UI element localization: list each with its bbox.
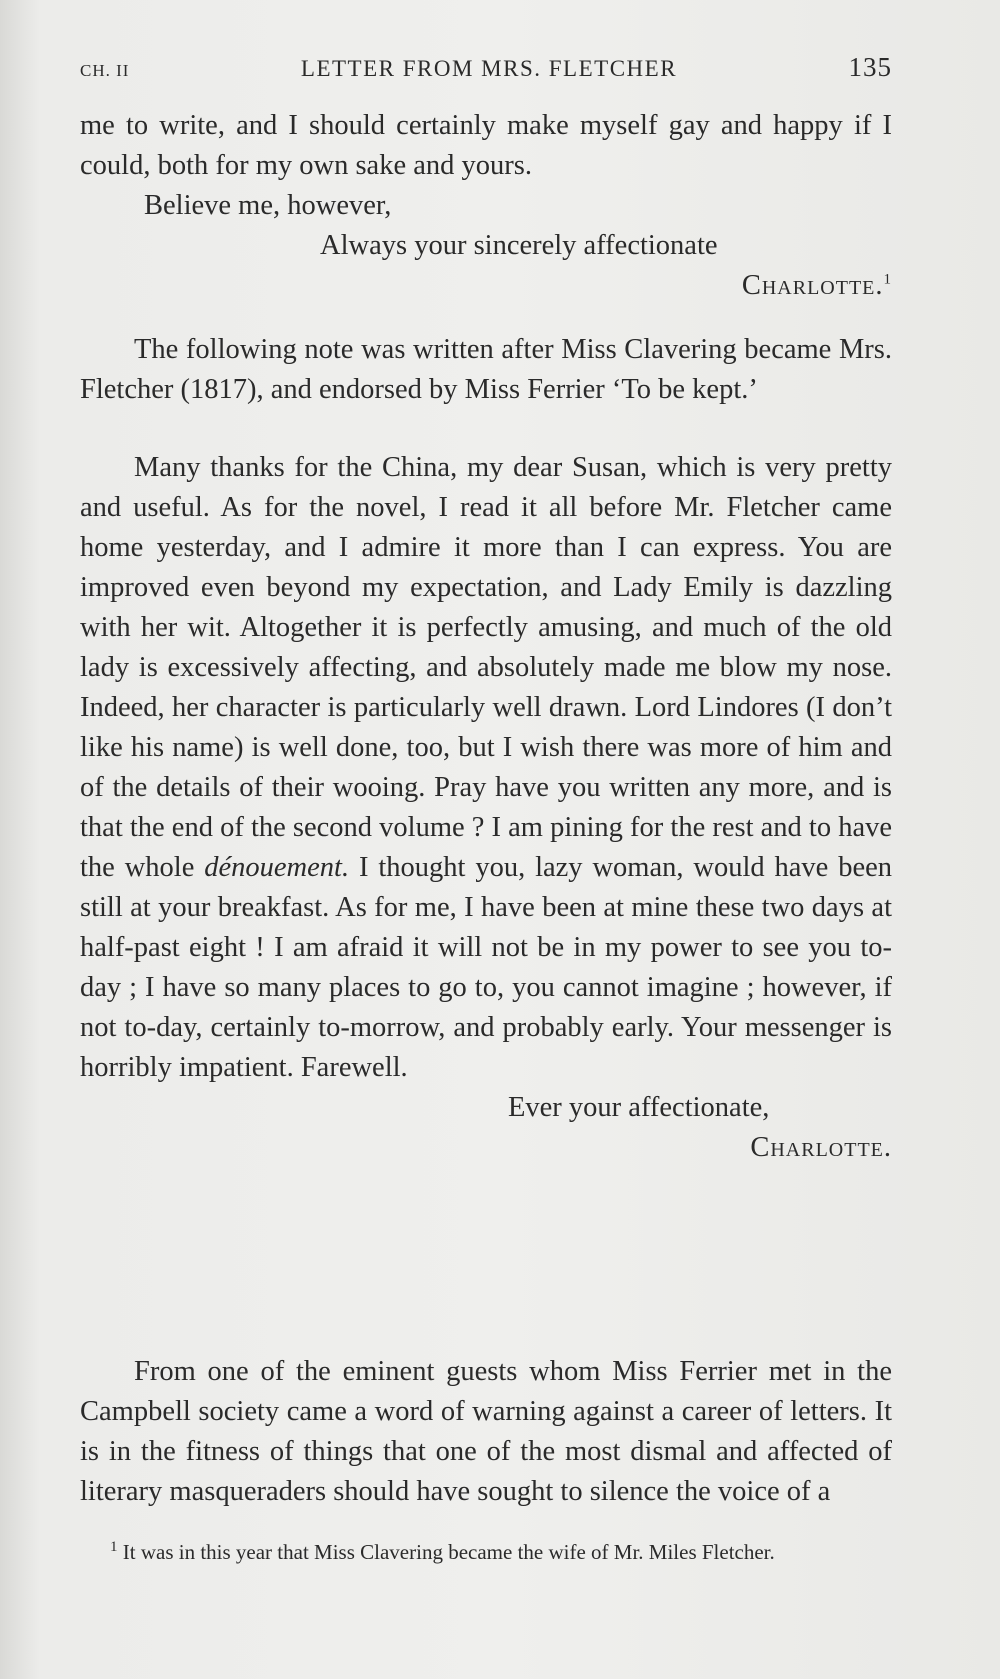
letter-one-continuation: me to write, and I should certainly make myself gay and happy if I could, both for my own sake and yours. (80, 110, 892, 181)
final-paragraph-text: From one of the eminent guests whom Miss Ferrier met in the Campbell society came a word of warning against a career of letters. It is in the fitness of things that one of the most dismal and affected of literary masqueraders should have sought to silence the voice of a (80, 1356, 892, 1507)
intro-note (80, 330, 892, 410)
letter-two-signature: Charlotte. (750, 1132, 892, 1163)
chapter-label: CH. II (80, 61, 130, 80)
letter-two-body-part-2: I thought you, lazy woman, would have been still at your breakfast. As for me, I have been at mine these two days at half-past eight ! I am afraid it will not be in my power to see you to-day ; I have so many places to go to, you cannot imagine ; however, if not to-day, certainly to-morrow, and probably early. Your messenger is horribly impatient. Farewell. (80, 852, 892, 1083)
signature-text: Charlotte. (741, 270, 884, 301)
letter-two-closing: Ever your affectionate, (508, 1092, 770, 1123)
final-paragraph (80, 1352, 892, 1512)
letter-two (80, 448, 892, 1168)
running-title: LETTER FROM MRS. FLETCHER (300, 56, 678, 81)
letter-two-body (80, 448, 892, 1088)
footnote-marker: 1 (110, 1539, 118, 1555)
letter-two-body-part-1: Many thanks for the China, my dear Susan, which is very pretty and useful. As for the novel, I read it all before Mr. Fletcher came home yesterday, and I admire it more than I can express. You are improved even beyond my expectation, and Lady Emily is dazzling with her wit. Altogether it is perfectly amusing, and much of the old lady is excessively affecting, and absolutely made me blow my nose. Indeed, her character is particularly well drawn. Lord Lindores (I don’t like his name) is well done, too, but I wish there was more of him and of the details of their wooing. Pray have you written any more, and is that the end of the second volume ? I am pining for the rest and to have the whole (80, 452, 892, 883)
running-header (80, 52, 892, 92)
letter-one-ending (80, 106, 892, 306)
letter-two-italic-word: dénouement. (204, 852, 350, 883)
footnote (110, 1538, 922, 1567)
footnote-reference: 1 (883, 271, 892, 288)
letter-one-closing-1: Believe me, however, (144, 190, 392, 221)
footnote-body: It was in this year that Miss Clavering became the wife of Mr. Miles Fletcher. (122, 1540, 775, 1564)
letter-one-signature (80, 266, 892, 306)
letter-one-closing-2: Always your sincerely affectionate (320, 230, 718, 261)
footnote-text (110, 1538, 922, 1567)
page-number: 135 (848, 52, 892, 82)
intro-note-text: The following note was written after Miss Clavering became Mrs. Fletcher (1817), and endorsed by Miss Ferrier ‘To be kept.’ (80, 334, 892, 405)
